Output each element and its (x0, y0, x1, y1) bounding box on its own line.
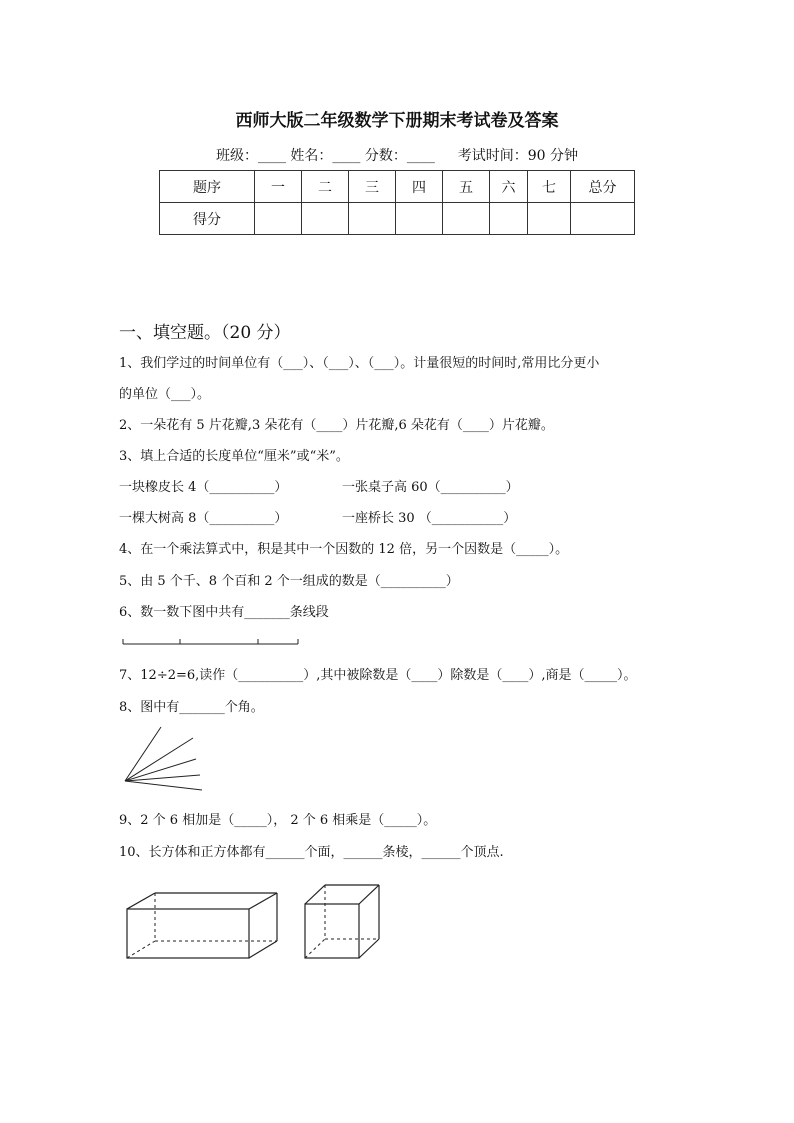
header-cell: 一 (255, 171, 302, 203)
question-3-item: 一块橡皮长 4（__________） (119, 480, 288, 495)
question-2: 2、一朵花有 5 片花瓣,3 朵花有（____）片花瓣,6 朵花有（____）片花瓣。 (119, 418, 554, 433)
score-cell[interactable] (490, 203, 528, 235)
question-8: 8、图中有_______个角。 (119, 700, 264, 715)
score-table (159, 170, 635, 235)
header-cell: 五 (443, 171, 490, 203)
score-table-header-row (160, 171, 635, 203)
angle-figure (118, 723, 208, 798)
question-3-item: 一棵大树高 8（__________） (119, 511, 288, 526)
score-label: 分数：____ (364, 148, 435, 164)
score-cell[interactable] (443, 203, 490, 235)
question-9: 9、2 个 6 相加是（_____）， 2 个 6 相乘是（_____）。 (119, 813, 437, 828)
class-label: 班级：____ (215, 148, 286, 164)
score-cell[interactable] (571, 203, 635, 235)
header-cell: 四 (396, 171, 443, 203)
header-cell: 三 (349, 171, 396, 203)
header-cell: 题序 (160, 171, 255, 203)
cube-figure (302, 882, 384, 962)
exam-title: 西师大版二年级数学下册期末考试卷及答案 (235, 111, 559, 131)
exam-time-label: 考试时间：90 分钟 (457, 148, 579, 164)
question-3: 3、填上合适的长度单位“厘米”或“米”。 (119, 449, 349, 464)
score-cell[interactable] (396, 203, 443, 235)
question-4: 4、在一个乘法算式中，积是其中一个因数的 12 倍，另一个因数是（_____）。 (119, 542, 569, 557)
header-cell: 总分 (571, 171, 635, 203)
question-3-item: 一张桌子高 60（__________） (342, 480, 519, 495)
question-6: 6、数一数下图中共有_______条线段 (119, 605, 329, 620)
score-row-label: 得分 (160, 203, 255, 235)
question-3-item: 一座桥长 30 （___________） (342, 511, 517, 526)
score-table-score-row (160, 203, 635, 235)
question-1: 1、我们学过的时间单位有（___）、（___）、（___）。计量很短的时间时,常用比分更小 (119, 356, 600, 371)
header-cell: 七 (528, 171, 571, 203)
header-cell: 二 (302, 171, 349, 203)
score-cell[interactable] (255, 203, 302, 235)
header-cell: 六 (490, 171, 528, 203)
question-5: 5、由 5 个千、8 个百和 2 个一组成的数是（__________） (119, 574, 459, 589)
score-cell[interactable] (302, 203, 349, 235)
name-label: 姓名：____ (290, 148, 361, 164)
score-cell[interactable] (528, 203, 571, 235)
line-segment-figure (118, 636, 303, 650)
question-10: 10、长方体和正方体都有______个面，______条棱，______个顶点. (119, 845, 504, 860)
score-cell[interactable] (349, 203, 396, 235)
cuboid-figure (124, 890, 284, 962)
question-7: 7、12÷2=6,读作（__________）,其中被除数是（____）除数是（____）,商是（_____）。 (119, 668, 637, 683)
student-info-line (0, 145, 794, 165)
section-heading: 一、填空题。（20 分） (119, 323, 291, 343)
question-1-cont: 的单位（___）。 (119, 387, 211, 402)
